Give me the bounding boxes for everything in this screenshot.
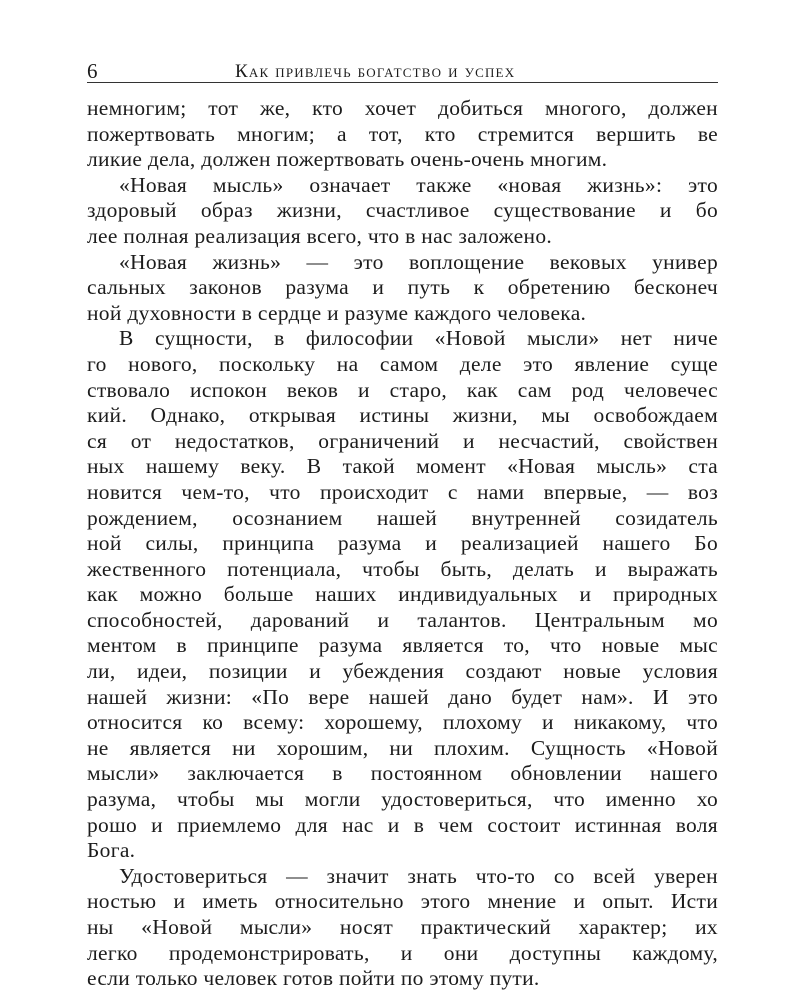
text-line: легко продемонстрировать, и они доступны каждому,: [87, 940, 718, 965]
text-line: рошо и приемлемо для нас и в чем состоит истинная воля: [87, 812, 718, 837]
text-line: ли, идеи, позиции и убеждения создают новые условия: [87, 659, 718, 684]
body-text: [87, 96, 718, 992]
text-line: немногим; тот же, кто хочет добиться многого, должен: [87, 96, 718, 120]
text-line: новится чем-то, что происходит с нами впервые, — воз: [87, 479, 718, 504]
text-line: как можно больше наших индивидуальных и природных: [87, 582, 718, 607]
book-page: [87, 59, 718, 991]
text-line: Бога.: [87, 838, 136, 863]
text-line: сальных законов разума и путь к обретению бесконеч: [87, 275, 718, 300]
text-line: ствовало испокон веков и старо, как сам род человечес: [87, 377, 718, 402]
text-line: ной духовности в сердце и разуме каждого человека.: [87, 300, 587, 325]
text-line: го нового, поскольку на самом деле это явление суще: [87, 351, 718, 376]
text-line: кий. Однако, открывая истины жизни, мы освобождаем: [87, 403, 718, 428]
text-line: если только человек готов пойти по этому пути.: [87, 966, 540, 991]
text-line: нашей жизни: «По вере нашей дано будет нам». И это: [87, 684, 718, 709]
text-line: жественного потенциала, чтобы быть, делать и выражать: [87, 556, 718, 581]
text-line: «Новая мысль» означает также «новая жизнь»: это: [119, 172, 718, 197]
text-line: ликие дела, должен пожертвовать очень-очень многим.: [87, 147, 608, 172]
running-title: Как привлечь богатство и успех: [235, 61, 516, 82]
text-line: пожертвовать многим; а тот, кто стремится вершить ве: [87, 121, 718, 146]
text-line: мысли» заключается в постоянном обновлении нашего: [87, 761, 718, 786]
text-line: ных нашему веку. В такой момент «Новая мысль» ста: [87, 454, 718, 479]
text-line: «Новая жизнь» — это воплощение вековых универ: [119, 249, 718, 274]
text-line: В сущности, в философии «Новой мысли» нет ниче: [119, 326, 718, 351]
text-line: не является ни хорошим, ни плохим. Сущность «Новой: [87, 735, 718, 760]
text-line: Удостовериться — значит знать что-то со всей уверен: [119, 863, 718, 888]
text-line: здоровый образ жизни, счастливое существование и бо: [87, 198, 718, 223]
text-line: относится ко всему: хорошему, плохому и никакому, что: [87, 710, 718, 735]
running-header: [87, 60, 718, 83]
text-line: ны «Новой мысли» носят практический характер; их: [87, 915, 718, 939]
text-line: лее полная реализация всего, что в нас заложено.: [87, 223, 553, 248]
text-line: способностей, дарований и талантов. Центральным мо: [87, 607, 718, 632]
text-line: рождением, осознанием нашей внутренней созидатель: [87, 505, 718, 530]
text-line: разума, чтобы мы могли удостовериться, что именно хо: [87, 787, 718, 812]
text-line: ной силы, принципа разума и реализацией нашего Бо: [87, 531, 718, 556]
text-line: ся от недостатков, ограничений и несчастий, свойствен: [87, 428, 718, 453]
page-number: 6: [87, 59, 98, 83]
text-line: ментом в принципе разума является то, что новые мыс: [87, 633, 718, 658]
text-line: ностью и иметь относительно этого мнение и опыт. Исти: [87, 889, 718, 914]
